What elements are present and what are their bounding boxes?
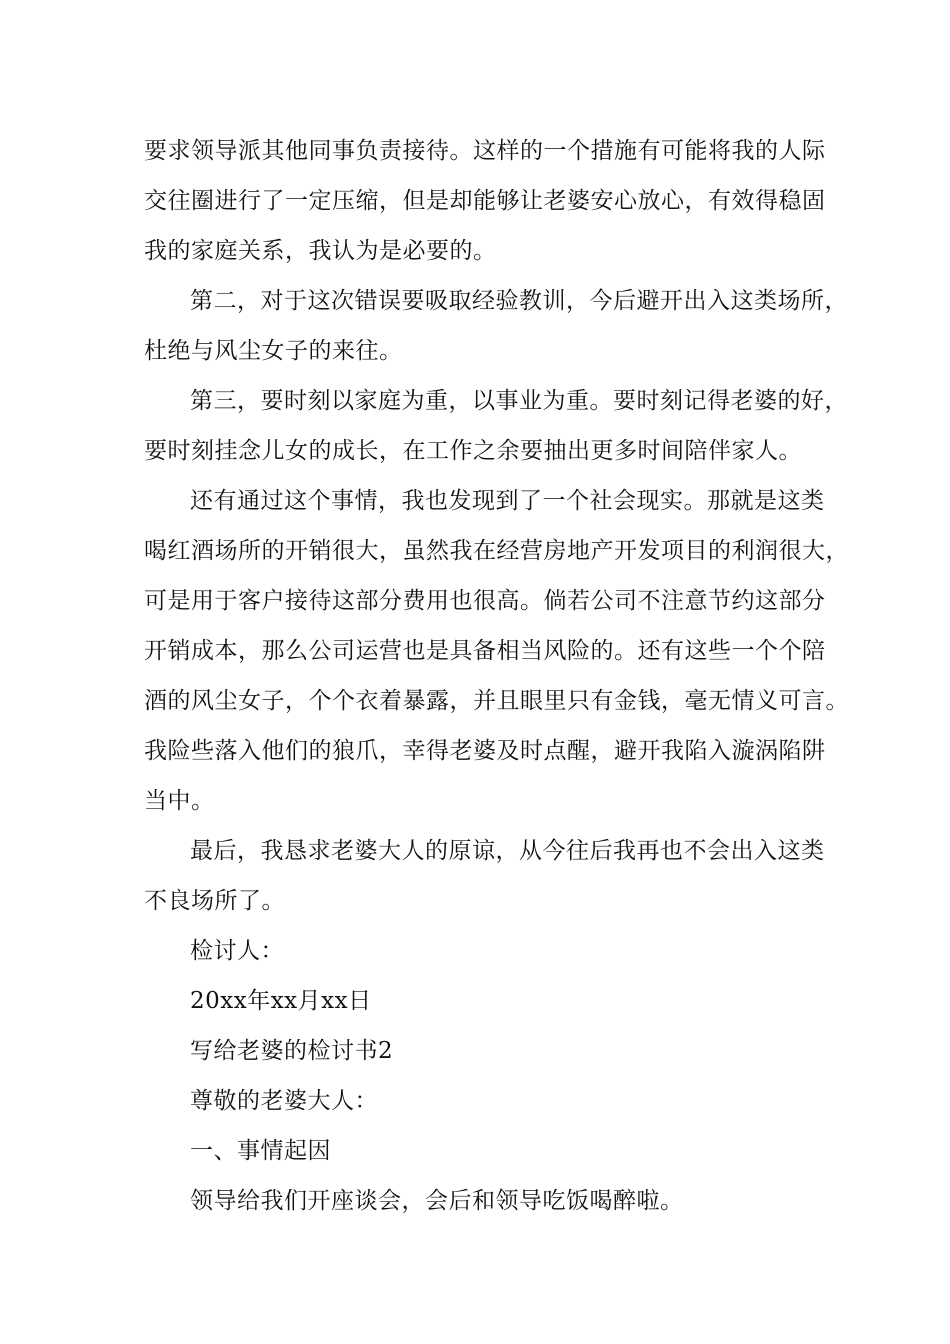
signature-label: 检讨人： <box>190 938 284 964</box>
paragraph-line: 杜绝与风尘女子的来往。 <box>144 338 403 364</box>
section-heading: 一、事情起因 <box>190 1138 331 1164</box>
paragraph-line: 开销成本，那么公司运营也是具备相当风险的。还有这些一个个陪 <box>144 638 826 664</box>
paragraph-line: 领导给我们开座谈会，会后和领导吃饭喝醉啦。 <box>190 1188 684 1214</box>
paragraph-line: 第二，对于这次错误要吸取经验教训，今后避开出入这类场所， <box>190 288 848 314</box>
paragraph-line: 我险些落入他们的狼爪，幸得老婆及时点醒，避开我陷入漩涡陷阱 <box>144 738 826 764</box>
salutation: 尊敬的老婆大人： <box>190 1088 378 1114</box>
paragraph-line: 要时刻挂念儿女的成长，在工作之余要抽出更多时间陪伴家人。 <box>144 438 802 464</box>
paragraph-line: 酒的风尘女子，个个衣着暴露，并且眼里只有金钱，毫无情义可言。 <box>144 688 849 714</box>
date-line: 20xx年xx月xx日 <box>190 988 372 1014</box>
paragraph-line: 最后，我恳求老婆大人的原谅，从今往后我再也不会出入这类 <box>190 838 825 864</box>
paragraph-line: 交往圈进行了一定压缩，但是却能够让老婆安心放心，有效得稳固 <box>144 188 826 214</box>
paragraph-line: 要求领导派其他同事负责接待。这样的一个措施有可能将我的人际 <box>144 138 826 164</box>
paragraph-line: 可是用于客户接待这部分费用也很高。倘若公司不注意节约这部分 <box>144 588 826 614</box>
paragraph-line: 我的家庭关系，我认为是必要的。 <box>144 238 497 264</box>
paragraph-line: 喝红酒场所的开销很大，虽然我在经营房地产开发项目的利润很大， <box>144 538 849 564</box>
section-title: 写给老婆的检讨书2 <box>190 1038 394 1064</box>
paragraph-line: 还有通过这个事情，我也发现到了一个社会现实。那就是这类 <box>190 488 825 514</box>
paragraph-line: 当中。 <box>144 788 215 814</box>
paragraph-line: 第三，要时刻以家庭为重，以事业为重。要时刻记得老婆的好， <box>190 388 848 414</box>
paragraph-line: 不良场所了。 <box>144 888 285 914</box>
